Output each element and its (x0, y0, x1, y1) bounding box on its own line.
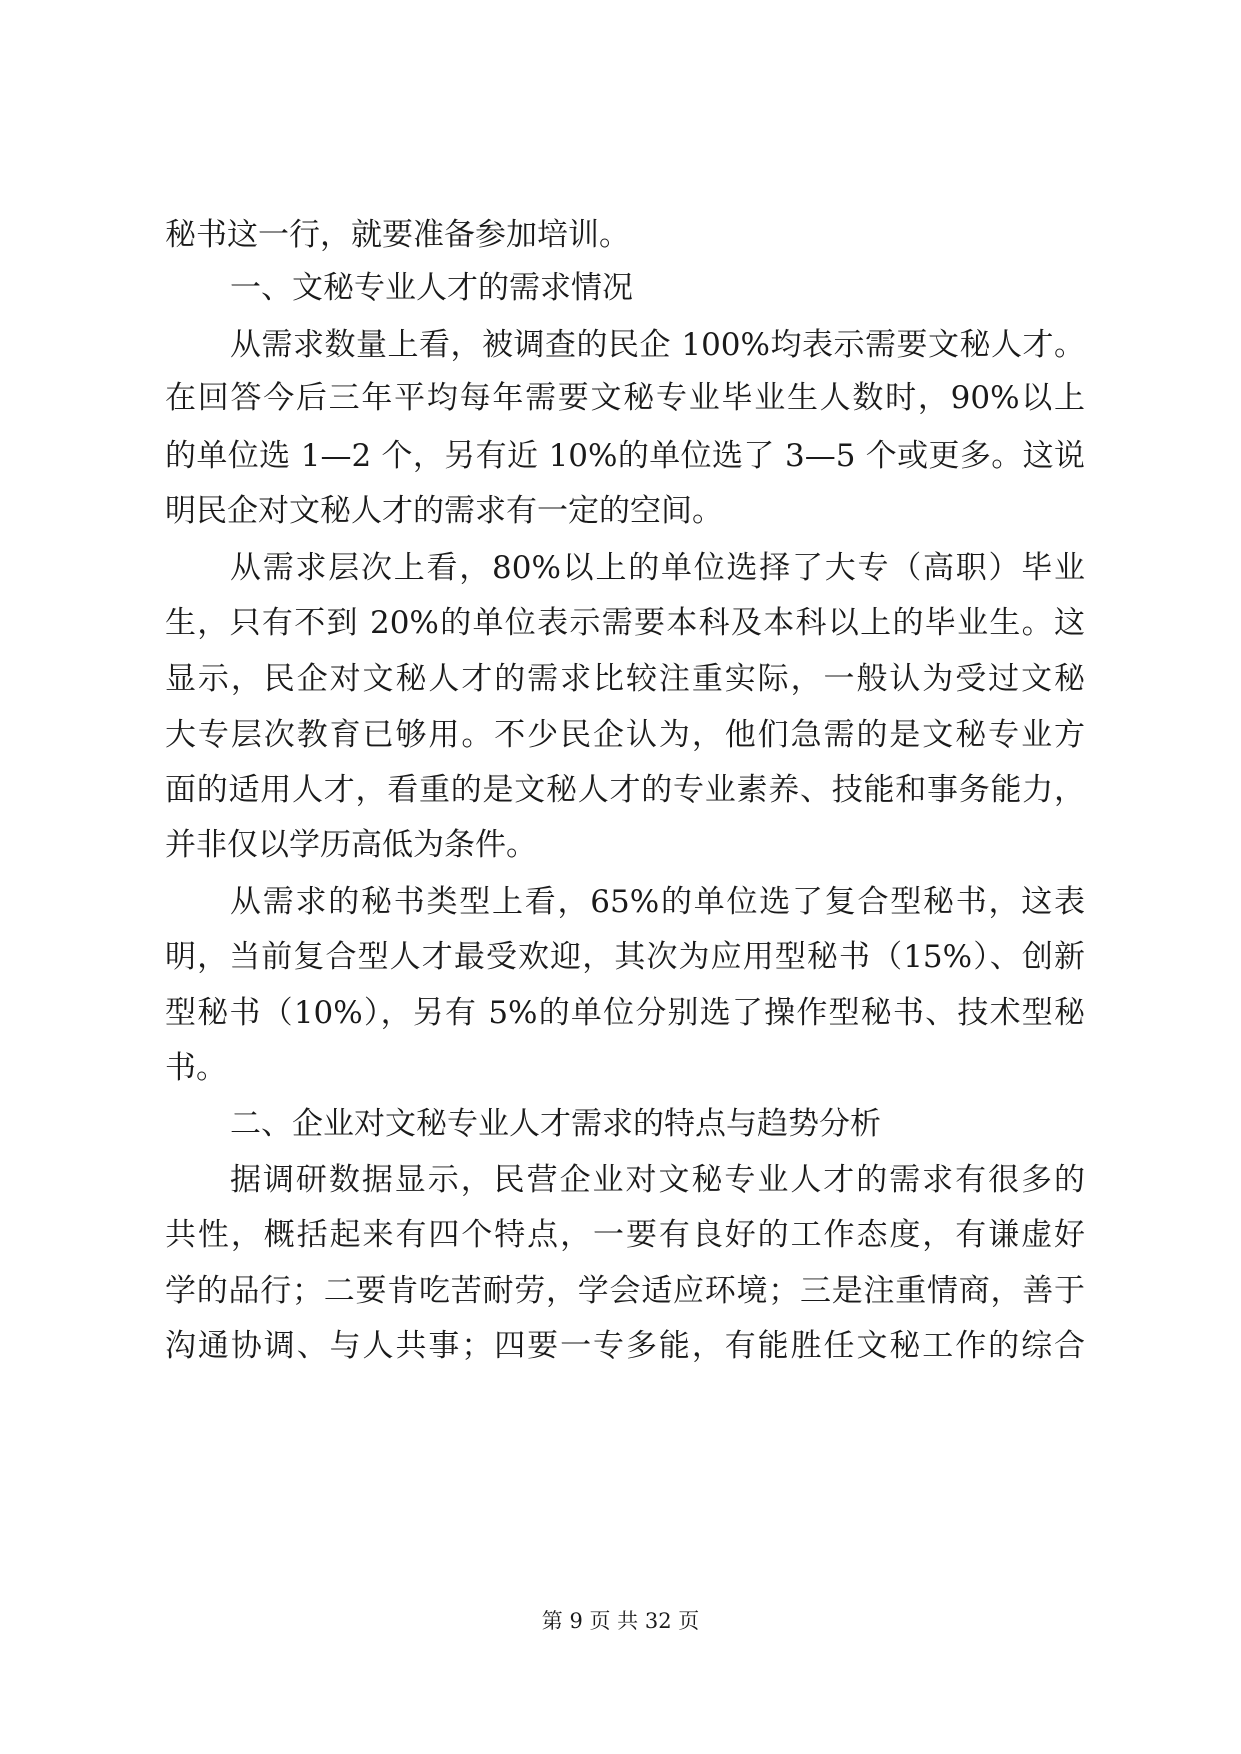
body-text-line: 沟通协调、与人共事；四要一专多能，有能胜任文秘工作的综合 (165, 1328, 1085, 1364)
body-text-line: 面的适用人才，看重的是文秘人才的专业素养、技能和事务能力， (165, 772, 1085, 808)
body-text-line: 大专层次教育已够用。不少民企认为，他们急需的是文秘专业方 (165, 717, 1085, 753)
page-number-footer: 第 9 页 共 32 页 (541, 1609, 700, 1633)
body-text-line: 的单位选 1—2 个，另有近 10%的单位选了 3—5 个或更多。这说 (165, 438, 1085, 474)
section-heading: 二、企业对文秘专业人才需求的特点与趋势分析 (230, 1106, 881, 1142)
body-text-line: 明民企对文秘人才的需求有一定的空间。 (165, 493, 723, 529)
body-text-line: 并非仅以学历高低为条件。 (165, 827, 537, 863)
section-heading: 一、文秘专业人才的需求情况 (230, 270, 633, 306)
body-text-line: 从需求层次上看，80%以上的单位选择了大专（高职）毕业 (230, 550, 1085, 586)
body-text-line: 从需求的秘书类型上看，65%的单位选了复合型秘书，这表 (230, 884, 1085, 920)
body-text-line: 学的品行；二要肯吃苦耐劳，学会适应环境；三是注重情商，善于 (165, 1273, 1085, 1309)
body-text-line: 显示，民企对文秘人才的需求比较注重实际，一般认为受过文秘 (165, 661, 1085, 697)
body-text-line: 共性，概括起来有四个特点，一要有良好的工作态度，有谦虚好 (165, 1217, 1085, 1253)
body-text-line: 秘书这一行，就要准备参加培训。 (165, 217, 630, 253)
body-text-line: 据调研数据显示，民营企业对文秘专业人才的需求有很多的 (230, 1162, 1085, 1198)
body-text-line: 从需求数量上看，被调查的民企 100%均表示需要文秘人才。 (230, 327, 1085, 363)
body-text-line: 书。 (165, 1050, 227, 1086)
body-text-line: 型秘书（10%），另有 5%的单位分别选了操作型秘书、技术型秘 (165, 995, 1085, 1031)
body-text-line: 在回答今后三年平均每年需要文秘专业毕业生人数时，90%以上 (165, 380, 1085, 416)
body-text-line: 生，只有不到 20%的单位表示需要本科及本科以上的毕业生。这 (165, 605, 1085, 641)
body-text-line: 明，当前复合型人才最受欢迎，其次为应用型秘书（15%）、创新 (165, 939, 1085, 975)
